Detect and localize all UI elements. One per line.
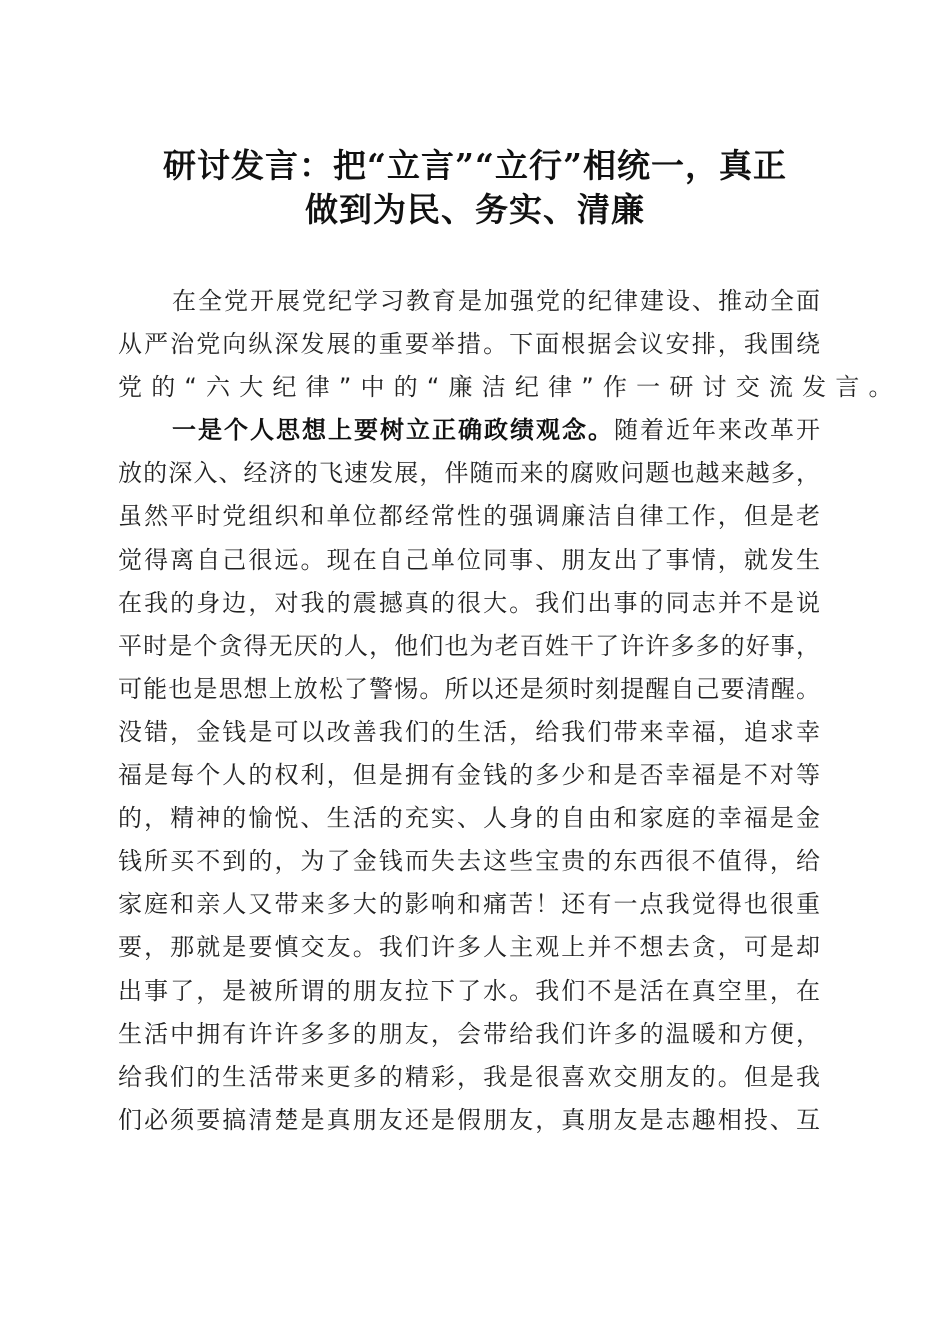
text-line: 给我们的生活带来更多的精彩，我是很喜欢交朋友的。但是我 xyxy=(118,1062,820,1091)
text-line: 平时是个贪得无厌的人，他们也为老百姓干了许许多多的好事， xyxy=(118,631,820,660)
text-line: 没错，金钱是可以改善我们的生活，给我们带来幸福，追求幸 xyxy=(118,717,820,746)
text-line: 们必须要搞清楚是真朋友还是假朋友，真朋友是志趣相投、互 xyxy=(118,1105,820,1134)
text-line xyxy=(118,409,820,452)
text-line: 福是每个人的权利，但是拥有金钱的多少和是否幸福是不对等 xyxy=(118,761,820,790)
text-line: 党的“六大纪律”中的“廉洁纪律”作一研讨交流发言。 xyxy=(118,373,902,402)
text-line: 生活中拥有许许多多的朋友，会带给我们许多的温暖和方便， xyxy=(118,1019,820,1048)
document-title-line-2: 做到为民、务实、清廉 xyxy=(305,190,645,229)
point-heading: 一是个人思想上要树立正确政绩观念。 xyxy=(172,416,614,445)
text-line: 可能也是思想上放松了警惕。所以还是须时刻提醒自己要清醒。 xyxy=(118,674,820,703)
paragraph-point-one xyxy=(118,409,820,1142)
text-line: 在我的身边，对我的震撼真的很大。我们出事的同志并不是说 xyxy=(118,588,820,617)
text-line: 家庭和亲人又带来多大的影响和痛苦！还有一点我觉得也很重 xyxy=(118,890,820,919)
text-span: 随着近年来改革开 xyxy=(614,416,820,445)
text-line: 在全党开展党纪学习教育是加强党的纪律建设、推动全面 xyxy=(172,287,820,315)
text-line: 放的深入、经济的飞速发展，伴随而来的腐败问题也越来越多， xyxy=(118,459,820,488)
text-line: 虽然平时党组织和单位都经常性的强调廉洁自律工作，但是老 xyxy=(118,502,820,531)
text-line: 的，精神的愉悦、生活的充实、人身的自由和家庭的幸福是金 xyxy=(118,804,820,833)
document-title-line-1: 研讨发言：把“立言”“立行”相统一，真正 xyxy=(163,146,787,185)
document-body xyxy=(118,280,902,1142)
paragraph-intro xyxy=(118,280,902,409)
text-line: 觉得离自己很远。现在自己单位同事、朋友出了事情，就发生 xyxy=(118,545,820,574)
text-line: 要，那就是要慎交友。我们许多人主观上并不想去贪，可是却 xyxy=(118,933,820,962)
text-line: 从严治党向纵深发展的重要举措。下面根据会议安排，我围绕 xyxy=(118,330,820,359)
text-line: 出事了，是被所谓的朋友拉下了水。我们不是活在真空里，在 xyxy=(118,976,820,1005)
text-line: 钱所买不到的，为了金钱而失去这些宝贵的东西很不值得，给 xyxy=(118,847,820,876)
